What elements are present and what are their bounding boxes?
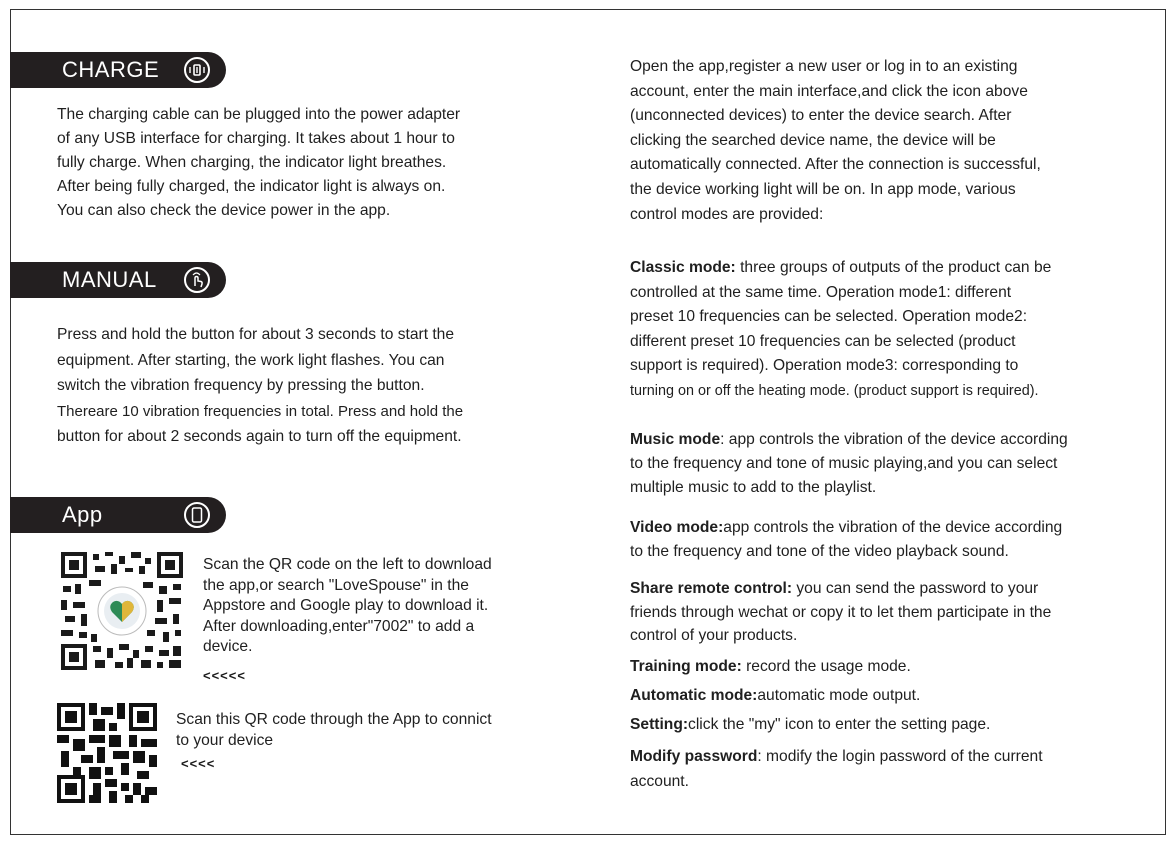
- music-mode-label: Music mode: [630, 431, 721, 448]
- text-line: device.: [203, 638, 253, 655]
- setting-label: Setting:: [630, 716, 689, 733]
- phone-icon: [184, 502, 210, 528]
- video-mode-paragraph: [630, 516, 1062, 564]
- text-line: After downloading,enter"7002" to add a: [203, 617, 475, 635]
- modify-password-paragraph: [630, 744, 1043, 794]
- qr-download-instructions: [203, 555, 492, 658]
- download-app-qr-code: [59, 550, 185, 672]
- connect-device-qr-code: [57, 703, 157, 803]
- text-line: clicking the searched device name, the device will be: [630, 131, 996, 149]
- text-line: equipment. After starting, the work light flashes. You can: [57, 351, 445, 369]
- automatic-mode-line: [630, 684, 920, 709]
- text-line: control of your products.: [630, 627, 798, 644]
- text-line: Press and hold the button for about 3 seconds to start the: [57, 326, 455, 343]
- share-remote-label: Share remote control:: [630, 580, 793, 597]
- automatic-mode-label: Automatic mode:: [630, 687, 758, 704]
- text-line: to your device: [176, 731, 274, 749]
- manual-paragraph: [57, 322, 463, 450]
- manual-section-header: [10, 262, 226, 298]
- text-line: controlled at the same time. Operation mode1: different: [630, 283, 1012, 301]
- text-line: support is required). Operation mode3: corresponding to: [630, 357, 1019, 374]
- text-line: Thereare 10 vibration frequencies in total. Press and hold the: [57, 402, 464, 420]
- text-line: Appstore and Google play to download it.: [203, 597, 489, 614]
- text-run: you can send the password to your: [792, 580, 1039, 597]
- share-remote-paragraph: [630, 577, 1051, 648]
- arrow-left-chevrons: <<<<<: [203, 668, 246, 683]
- text-line: account, enter the main interface,and click the icon above: [630, 82, 1028, 100]
- text-line: the app,or search "LoveSpouse" in the: [203, 576, 469, 594]
- text-line: the device working light will be on. In app mode, various: [630, 180, 1016, 198]
- text-run: : modify the login password of the current: [757, 748, 1043, 765]
- app-title: App: [62, 502, 103, 527]
- text-line: account.: [630, 773, 689, 790]
- text-line: Scan the QR code on the left to download: [203, 556, 492, 573]
- text-line: The charging cable can be plugged into the power adapter: [57, 106, 461, 123]
- hand-press-icon: [184, 267, 210, 293]
- text-line: control modes are provided:: [630, 205, 824, 223]
- arrow-left-chevrons: <<<<: [181, 756, 216, 771]
- text-line: After being fully charged, the indicator light is always on.: [57, 178, 446, 195]
- text-line: fully charge. When charging, the indicator light breathes.: [57, 154, 447, 171]
- text-line: You can also check the device power in the app.: [57, 202, 391, 219]
- text-line: of any USB interface for charging. It takes about 1 hour to: [57, 130, 455, 147]
- text-line: turning on or off the heating mode. (product support is required).: [630, 382, 1039, 399]
- text-line: switch the vibration frequency by pressing the button.: [57, 377, 425, 394]
- text-line: multiple music to add to the playlist.: [630, 479, 877, 496]
- text-line: automatically connected. After the connection is successful,: [630, 156, 1041, 174]
- manual-title: MANUAL: [62, 267, 157, 292]
- music-mode-paragraph: [630, 428, 1068, 500]
- text-run: click the "my" icon to enter the setting page.: [688, 716, 991, 733]
- app-intro-paragraph: [630, 55, 1041, 227]
- text-line: preset 10 frequencies can be selected. Operation mode2:: [630, 308, 1028, 325]
- charge-title: CHARGE: [62, 57, 160, 82]
- app-section-header: [10, 497, 226, 533]
- setting-line: [630, 713, 990, 738]
- text-run: app controls the vibration of the device according: [723, 519, 1063, 536]
- text-line: to the frequency and tone of the video playback sound.: [630, 543, 1009, 560]
- charge-paragraph: [57, 103, 460, 223]
- training-mode-label: Training mode:: [630, 658, 742, 675]
- text-run: three groups of outputs of the product can be: [735, 259, 1052, 276]
- text-line: different preset 10 frequencies can be selected (product: [630, 332, 1016, 350]
- classic-mode-label: Classic mode:: [630, 259, 736, 276]
- charge-plug-icon: [184, 57, 210, 83]
- text-line: button for about 2 seconds again to turn off the equipment.: [57, 428, 462, 445]
- text-line: Open the app,register a new user or log in to an existing: [630, 58, 1018, 75]
- modify-password-label: Modify password: [630, 748, 758, 765]
- classic-mode-paragraph: [630, 256, 1051, 403]
- text-line: Scan this QR code through the App to connict: [176, 711, 492, 728]
- text-run: automatic mode output.: [757, 687, 921, 704]
- text-run: record the usage mode.: [741, 658, 911, 675]
- training-mode-line: [630, 655, 911, 680]
- text-line: friends through wechat or copy it to let them participate in the: [630, 603, 1052, 621]
- text-run: : app controls the vibration of the device according: [720, 431, 1068, 448]
- text-line: (unconnected devices) to enter the device search. After: [630, 107, 1012, 125]
- video-mode-label: Video mode:: [630, 519, 724, 536]
- qr-connect-instructions: [176, 710, 492, 751]
- text-line: to the frequency and tone of music playing,and you can select: [630, 455, 1058, 472]
- charge-section-header: [10, 52, 226, 88]
